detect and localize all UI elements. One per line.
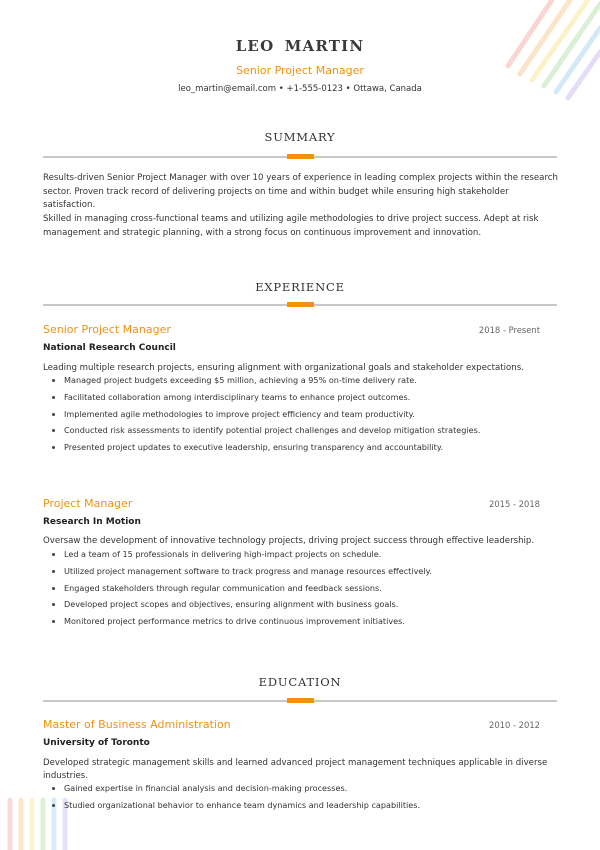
job-description: Leading multiple research projects, ensuring alignment with organizational goals and stakeholder expectations. bbox=[43, 363, 524, 373]
education-dates: 2010 - 2012 bbox=[489, 720, 540, 730]
education-school: University of Toronto bbox=[43, 738, 150, 748]
education-heading: EDUCATION bbox=[258, 675, 342, 689]
candidate-name: LEO MARTIN bbox=[235, 37, 365, 55]
experience-heading: EXPERIENCE bbox=[255, 280, 345, 294]
summary-paragraph-1: Results-driven Senior Project Manager with over 10 years of experience in leading complex projects within the research sector. Proven track record of delivering projects on time and within budget while ensuring high stakeholder satisfaction. bbox=[43, 173, 558, 210]
job-organization: National Research Council bbox=[43, 343, 176, 353]
list-item: Led a team of 15 professionals in delivering high-impact projects on schedule. bbox=[50, 546, 550, 563]
candidate-title: Senior Project Manager bbox=[236, 64, 364, 77]
job-role: Project Manager bbox=[43, 497, 133, 510]
summary-accent-bar bbox=[287, 154, 314, 159]
education-degree: Master of Business Administration bbox=[43, 718, 231, 731]
list-item: Presented project updates to executive leadership, ensuring transparency and accountability. bbox=[50, 439, 550, 456]
list-item: Managed project budgets exceeding $5 million, achieving a 95% on-time delivery rate. bbox=[50, 372, 550, 389]
job-bullet-list bbox=[50, 546, 550, 630]
list-item: Utilized project management software to track progress and manage resources effectively. bbox=[50, 563, 550, 580]
experience-accent-bar bbox=[287, 302, 314, 307]
job-dates: 2015 - 2018 bbox=[489, 499, 540, 509]
list-item: Implemented agile methodologies to improve project efficiency and team productivity. bbox=[50, 406, 550, 423]
list-item: Gained expertise in financial analysis and decision-making processes. bbox=[50, 780, 550, 797]
education-accent-bar bbox=[287, 698, 314, 703]
job-bullet-list bbox=[50, 372, 550, 456]
summary-paragraph-2: Skilled in managing cross-functional teams and utilizing agile methodologies to drive project success. Adept at risk management and strategic planning, with a strong focus on continuous improvement and innovation. bbox=[43, 214, 539, 238]
education-description: Developed strategic management skills and learned advanced project management techniques applicable in diverse industries. bbox=[43, 758, 548, 781]
list-item: Conducted risk assessments to identify potential project challenges and develop mitigation strategies. bbox=[50, 422, 550, 439]
education-bullet-list bbox=[50, 780, 550, 814]
list-item: Studied organizational behavior to enhance team dynamics and leadership capabilities. bbox=[50, 797, 550, 814]
contact-line: leo_martin@email.com • +1-555-0123 • Ottawa, Canada bbox=[178, 84, 422, 94]
list-item: Facilitated collaboration among interdisciplinary teams to enhance project outcomes. bbox=[50, 389, 550, 406]
list-item: Engaged stakeholders through regular communication and feedback sessions. bbox=[50, 580, 550, 597]
list-item: Developed project scopes and objectives, ensuring alignment with business goals. bbox=[50, 596, 550, 613]
list-item: Monitored project performance metrics to drive continuous improvement initiatives. bbox=[50, 613, 550, 630]
job-dates: 2018 - Present bbox=[478, 325, 540, 335]
job-role: Senior Project Manager bbox=[43, 323, 171, 336]
summary-heading: SUMMARY bbox=[264, 130, 336, 144]
job-organization: Research In Motion bbox=[43, 517, 141, 527]
job-description: Oversaw the development of innovative technology projects, driving project success through effective leadership. bbox=[43, 536, 535, 546]
